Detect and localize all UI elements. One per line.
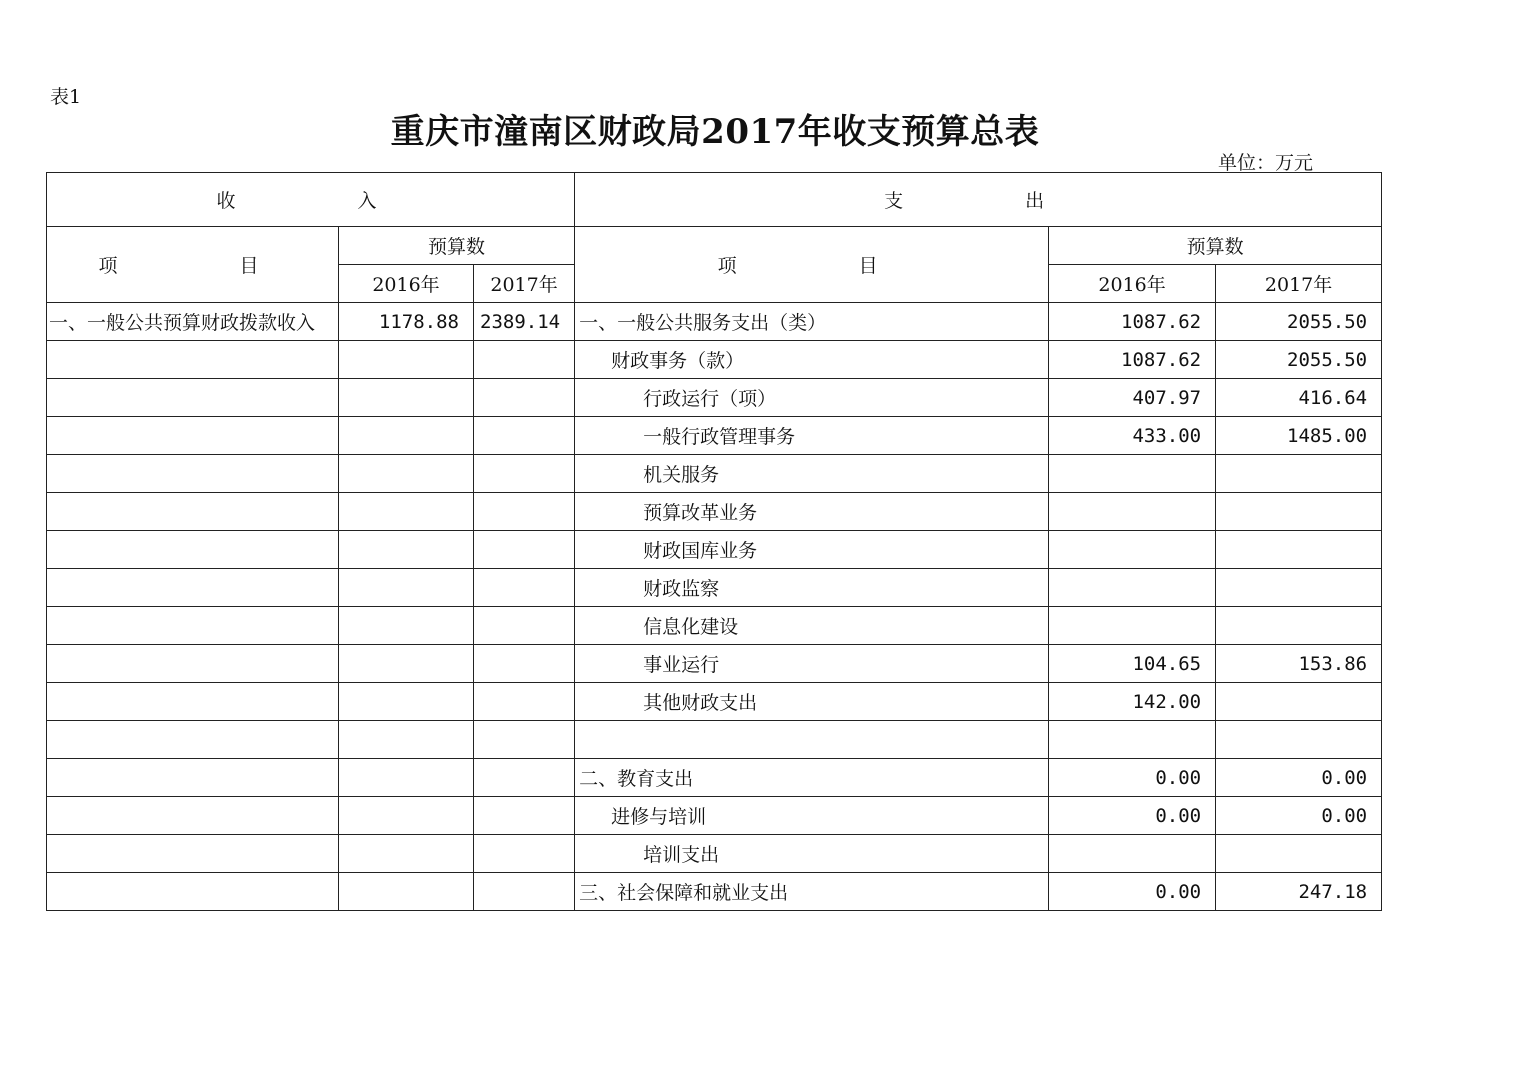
- income-item-cell: [47, 493, 339, 531]
- income-2016-cell: [339, 835, 474, 873]
- expense-2017-cell: 0.00: [1216, 759, 1382, 797]
- expense-2016-cell: 0.00: [1049, 873, 1216, 911]
- table-row: [47, 455, 1382, 493]
- income-2017-cell: [474, 873, 575, 911]
- expense-2017-cell: 2055.50: [1216, 303, 1382, 341]
- expense-item-cell: 财政事务（款）: [575, 341, 1049, 379]
- income-2016-cell: [339, 721, 474, 759]
- expense-2016-cell: [1049, 493, 1216, 531]
- income-budget-header: 预算数: [339, 227, 575, 265]
- expense-year-2016-header: 2016年: [1049, 265, 1216, 303]
- income-2017-cell: [474, 569, 575, 607]
- expense-2016-cell: [1049, 835, 1216, 873]
- expense-2017-cell: 153.86: [1216, 645, 1382, 683]
- expense-item-cell: 其他财政支出: [575, 683, 1049, 721]
- income-item-cell: 一、一般公共预算财政拨款收入: [47, 303, 339, 341]
- table-row: [47, 569, 1382, 607]
- table-row: [47, 341, 1382, 379]
- expense-2016-cell: [1049, 569, 1216, 607]
- table-row: [47, 873, 1382, 911]
- expense-2016-cell: 407.97: [1049, 379, 1216, 417]
- table-row: [47, 493, 1382, 531]
- expense-item-cell: 二、教育支出: [575, 759, 1049, 797]
- expense-item-cell: 事业运行: [575, 645, 1049, 683]
- income-2016-cell: [339, 341, 474, 379]
- income-item-cell: [47, 873, 339, 911]
- expense-item-cell: 财政监察: [575, 569, 1049, 607]
- income-2017-cell: [474, 455, 575, 493]
- income-2016-cell: [339, 493, 474, 531]
- income-item-header: 项 目: [47, 227, 339, 303]
- expense-2017-cell: [1216, 721, 1382, 759]
- table-row: [47, 835, 1382, 873]
- expense-2017-cell: [1216, 531, 1382, 569]
- expense-2016-cell: [1049, 607, 1216, 645]
- income-item-cell: [47, 759, 339, 797]
- expense-item-cell: 财政国库业务: [575, 531, 1049, 569]
- expense-item-cell: 进修与培训: [575, 797, 1049, 835]
- income-item-cell: [47, 341, 339, 379]
- expense-2017-cell: 2055.50: [1216, 341, 1382, 379]
- income-2017-cell: [474, 683, 575, 721]
- income-2016-cell: [339, 645, 474, 683]
- table-row: [47, 531, 1382, 569]
- expense-2017-cell: 247.18: [1216, 873, 1382, 911]
- expense-item-cell: 一、一般公共服务支出（类）: [575, 303, 1049, 341]
- expense-2017-cell: 0.00: [1216, 797, 1382, 835]
- income-item-cell: [47, 645, 339, 683]
- expense-2016-cell: 1087.62: [1049, 341, 1216, 379]
- unit-label: 单位：万元: [1218, 152, 1314, 174]
- expense-budget-header: 预算数: [1049, 227, 1382, 265]
- expense-2017-cell: [1216, 493, 1382, 531]
- expense-2017-cell: [1216, 569, 1382, 607]
- income-2016-cell: [339, 531, 474, 569]
- income-2017-cell: 2389.14: [474, 303, 575, 341]
- income-item-cell: [47, 721, 339, 759]
- table-row: [47, 379, 1382, 417]
- expense-item-cell: 信息化建设: [575, 607, 1049, 645]
- expense-2016-cell: [1049, 531, 1216, 569]
- income-item-cell: [47, 835, 339, 873]
- income-2017-cell: [474, 417, 575, 455]
- income-2017-cell: [474, 721, 575, 759]
- income-year-2016-header: 2016年: [339, 265, 474, 303]
- income-2016-cell: [339, 873, 474, 911]
- expense-item-header: 项 目: [575, 227, 1049, 303]
- table-row: [47, 721, 1382, 759]
- budget-table: [46, 172, 1382, 911]
- expense-2017-cell: 1485.00: [1216, 417, 1382, 455]
- expense-2016-cell: [1049, 455, 1216, 493]
- income-item-cell: [47, 531, 339, 569]
- income-2016-cell: [339, 759, 474, 797]
- expense-item-cell: 行政运行（项）: [575, 379, 1049, 417]
- expense-2016-cell: 0.00: [1049, 759, 1216, 797]
- income-2016-cell: [339, 379, 474, 417]
- expense-2016-cell: 433.00: [1049, 417, 1216, 455]
- table-row: [47, 683, 1382, 721]
- income-2016-cell: [339, 797, 474, 835]
- expense-2017-cell: [1216, 455, 1382, 493]
- page-title: 重庆市潼南区财政局2017年收支预算总表: [390, 112, 1040, 152]
- income-2016-cell: [339, 683, 474, 721]
- table-row: [47, 607, 1382, 645]
- income-2017-cell: [474, 531, 575, 569]
- expense-2016-cell: 104.65: [1049, 645, 1216, 683]
- income-2016-cell: [339, 607, 474, 645]
- expense-2016-cell: 142.00: [1049, 683, 1216, 721]
- expense-2016-cell: [1049, 721, 1216, 759]
- expense-item-cell: 预算改革业务: [575, 493, 1049, 531]
- table-label: 表1: [50, 86, 82, 108]
- income-2016-cell: [339, 417, 474, 455]
- income-item-cell: [47, 379, 339, 417]
- income-2017-cell: [474, 759, 575, 797]
- income-2017-cell: [474, 645, 575, 683]
- income-2017-cell: [474, 493, 575, 531]
- income-item-cell: [47, 569, 339, 607]
- expense-2016-cell: 1087.62: [1049, 303, 1216, 341]
- table-row: [47, 417, 1382, 455]
- income-2017-cell: [474, 797, 575, 835]
- income-2017-cell: [474, 607, 575, 645]
- table-row: [47, 759, 1382, 797]
- income-2016-cell: 1178.88: [339, 303, 474, 341]
- expense-2017-cell: [1216, 835, 1382, 873]
- income-2017-cell: [474, 341, 575, 379]
- expense-header: 支 出: [575, 173, 1382, 227]
- expense-2017-cell: [1216, 607, 1382, 645]
- income-item-cell: [47, 683, 339, 721]
- income-item-cell: [47, 797, 339, 835]
- expense-item-cell: 机关服务: [575, 455, 1049, 493]
- expense-2017-cell: [1216, 683, 1382, 721]
- table-row: [47, 303, 1382, 341]
- income-2016-cell: [339, 455, 474, 493]
- expense-item-cell: 培训支出: [575, 835, 1049, 873]
- income-2017-cell: [474, 379, 575, 417]
- expense-2017-cell: 416.64: [1216, 379, 1382, 417]
- income-item-cell: [47, 455, 339, 493]
- expense-item-cell: 一般行政管理事务: [575, 417, 1049, 455]
- expense-2016-cell: 0.00: [1049, 797, 1216, 835]
- income-2017-cell: [474, 835, 575, 873]
- income-header: 收 入: [47, 173, 575, 227]
- income-2016-cell: [339, 569, 474, 607]
- income-year-2017-header: 2017年: [474, 265, 575, 303]
- expense-year-2017-header: 2017年: [1216, 265, 1382, 303]
- table-row: [47, 797, 1382, 835]
- income-item-cell: [47, 607, 339, 645]
- expense-item-cell: 三、社会保障和就业支出: [575, 873, 1049, 911]
- expense-item-cell: [575, 721, 1049, 759]
- table-row: [47, 645, 1382, 683]
- income-item-cell: [47, 417, 339, 455]
